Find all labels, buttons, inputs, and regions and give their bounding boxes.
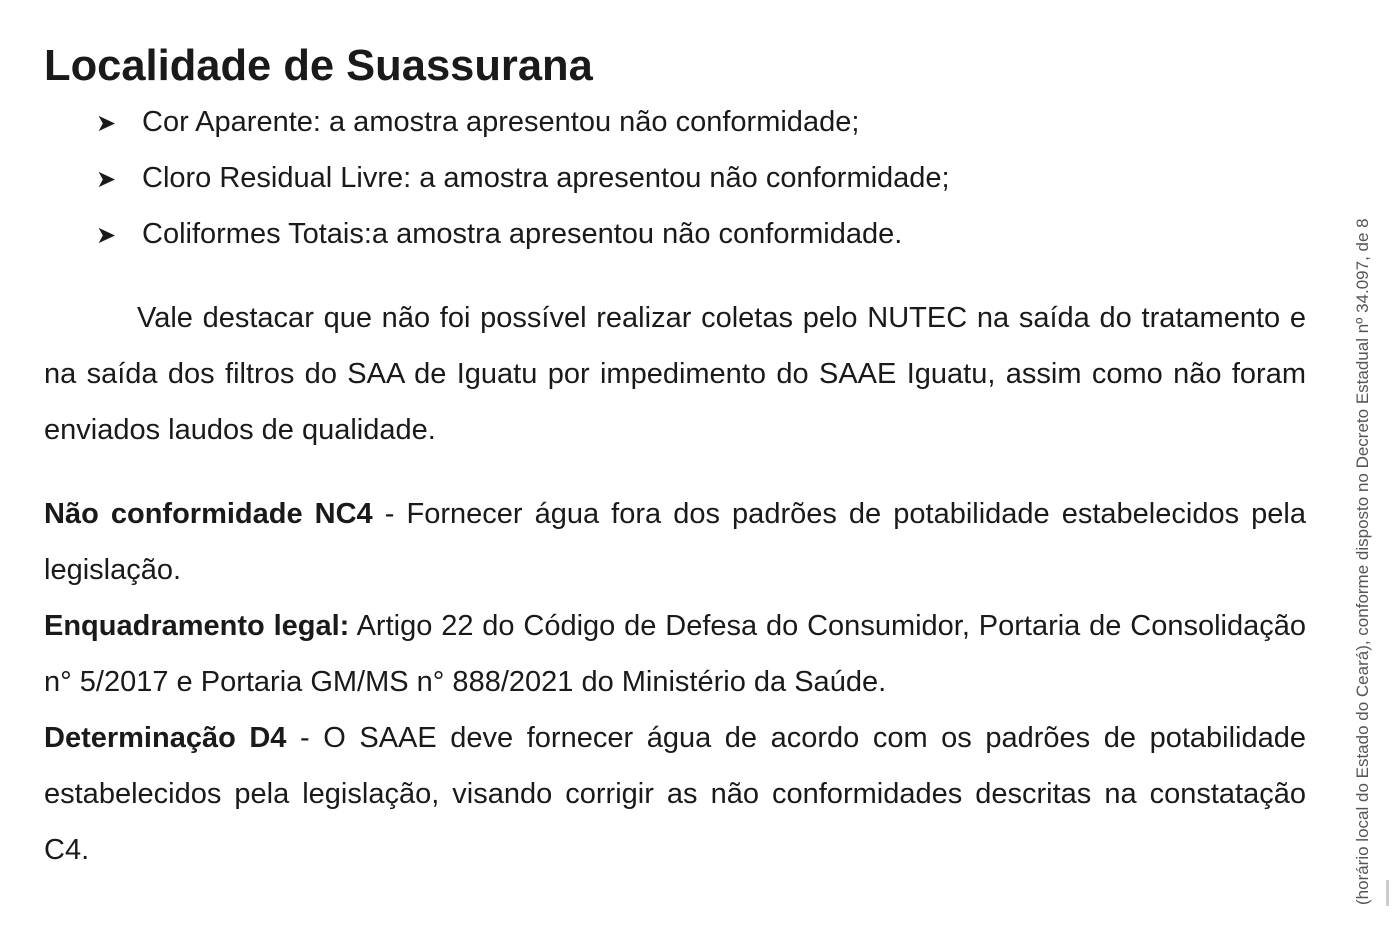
arrowhead-right-icon: ➤ bbox=[96, 222, 117, 249]
body-paragraph: Vale destacar que não foi possível realizar coletas pelo NUTEC na saída do tratamento e na saída dos filtros do SAA de Iguatu por impedimento do SAAE Iguatu, assim como não foram enviados laudos de qualidade. bbox=[44, 302, 1306, 446]
legal-framework-label: Enquadramento legal: bbox=[44, 610, 350, 642]
list-item-text: Cloro Residual Livre: a amostra apresentou não conformidade; bbox=[142, 162, 950, 194]
determination-text: - O SAAE deve fornecer água de acordo com os padrões de potabilidade estabelecidos pela legislação, visando corrigir as não conformidades descritas na constatação C4. bbox=[44, 722, 1306, 866]
nc4-label: Não conformidade NC4 bbox=[44, 498, 373, 530]
determination-d4 bbox=[44, 710, 1306, 878]
edge-mark bbox=[1386, 880, 1389, 906]
list-item bbox=[96, 150, 1306, 206]
nc4-text: - Fornecer água fora dos padrões de potabilidade estabelecidos pela legislação. bbox=[44, 498, 1306, 586]
arrowhead-right-icon: ➤ bbox=[96, 166, 117, 193]
list-item-text: Coliformes Totais:a amostra apresentou não conformidade. bbox=[142, 218, 903, 250]
vertical-side-note: (horário local do Estado do Ceará), conforme disposto no Decreto Estadual nº 34.097, de 8 bbox=[1353, 218, 1372, 905]
legal-framework bbox=[44, 598, 1306, 710]
list-item bbox=[96, 94, 1306, 150]
legal-framework-text: Artigo 22 do Código de Defesa do Consumidor, Portaria de Consolidação n° 5/2017 e Portaria GM/MS n° 888/2021 do Ministério da Saúde. bbox=[44, 610, 1306, 698]
nonconformity-nc4 bbox=[44, 486, 1306, 598]
list-item-text: Cor Aparente: a amostra apresentou não conformidade; bbox=[142, 106, 860, 138]
arrowhead-right-icon: ➤ bbox=[96, 110, 117, 137]
list-item bbox=[96, 206, 1306, 262]
nonconformity-list bbox=[44, 94, 1306, 262]
section-heading: Localidade de Suassurana bbox=[44, 42, 593, 90]
document-body bbox=[44, 38, 1306, 878]
determination-label: Determinação D4 bbox=[44, 722, 287, 754]
